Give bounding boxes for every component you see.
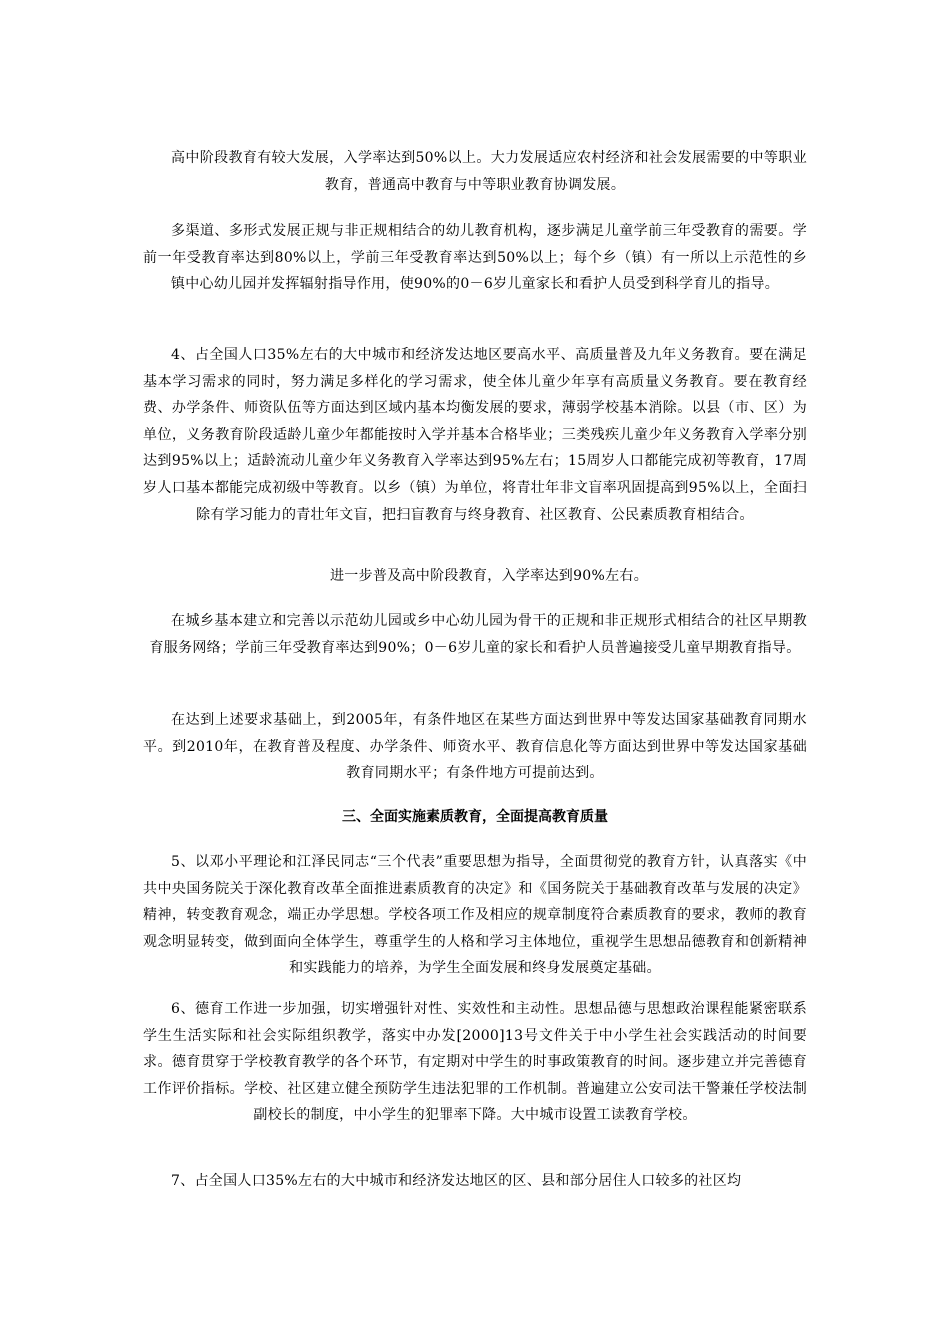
paragraph-compulsory-education: 4、占全国人口35%左右的大中城市和经济发达地区要高水平、高质量普及九年义务教育。要在满足基本学习需求的同时，努力满足多样化的学习需求，使全体儿童少年享有高质量义务教育。要在教育经费、办学条件、师资队伍等方面达到区域内基本均衡发展的要求，薄弱学校基本消除。以县（市、区）为单位，义务教育阶段适龄儿童少年都能按时入学并基本合格毕业；三类残疾儿童少年义务教育入学率分别达到95%以上；适龄流动儿童少年义务教育入学率达到95%左右；15周岁人口都能完成初等教育，17周岁人口基本都能完成初级中等教育。以乡（镇）为单位，将青壮年非文盲率巩固提高到95%以上，全面扫除有学习能力的青壮年文盲，把扫盲教育与终身教育、社区教育、公民素质教育相结合。: [143, 347, 807, 523]
paragraph-high-school-development: 高中阶段教育有较大发展，入学率达到50%以上。大力发展适应农村经济和社会发展需要的中等职业教育，普通高中教育与中等职业教育协调发展。: [171, 150, 807, 193]
paragraph-preschool-education: 多渠道、多形式发展正规与非正规相结合的幼儿教育机构，逐步满足儿童学前三年受教育的需要。学前一年受教育率达到80%以上，学前三年受教育率达到50%以上；每个乡（镇）有一所以上示范性的乡镇中心幼儿园并发挥辐射指导作用，使90%的0－6岁儿童家长和看护人员受到科学育儿的指导。: [143, 223, 807, 293]
paragraph-early-education-network: 在城乡基本建立和完善以示范幼儿园或乡中心幼儿园为骨干的正规和非正规形式相结合的社区早期教育服务网络；学前三年受教育率达到90%；0－6岁儿童的家长和看护人员普遍接受儿童早期教育指导。: [149, 613, 807, 656]
section-heading: 三、全面实施素质教育，全面提高教育质量: [342, 809, 608, 825]
paragraph-urban-districts-7: 7、占全国人口35%左右的大中城市和经济发达地区的区、县和部分居住人口较多的社区均: [171, 1173, 742, 1189]
paragraph-high-school-enrollment: 进一步普及高中阶段教育，入学率达到90%左右。: [329, 568, 649, 584]
paragraph-quality-education-5: 5、以邓小平理论和江泽民同志“三个代表”重要思想为指导，全面贯彻党的教育方针，认真落实《中共中央国务院关于深化教育改革全面推进素质教育的决定》和《国务院关于基础教育改革与发展的决定》精神，转变教育观念，端正办学思想。学校各项工作及相应的规章制度符合素质教育的要求，教师的教育观念明显转变，做到面向全体学生，尊重学生的人格和学习主体地位，重视学生思想品德教育和创新精神和实践能力的培养，为学生全面发展和终身发展奠定基础。: [143, 854, 807, 977]
paragraph-moral-education-6: 6、德育工作进一步加强，切实增强针对性、实效性和主动性。思想品德与思想政治课程能紧密联系学生生活实际和社会实际组织教学，落实中办发[2000]13号文件关于中小学生社会实践活动的时间要求。德育贯穿于学校教育教学的各个环节，有定期对中学生的时事政策教育的时间。逐步建立并完善德育工作评价指标。学校、社区建立健全预防学生违法犯罪的工作机制。普遍建立公安司法干警兼任学校法制副校长的制度，中小学生的犯罪率下降。大中城市设置工读教育学校。: [143, 1001, 807, 1124]
paragraph-2005-2010-targets: 在达到上述要求基础上，到2005年，有条件地区在某些方面达到世界中等发达国家基础教育同期水平。到2010年，在教育普及程度、办学条件、师资水平、教育信息化等方面达到世界中等发达国家基础教育同期水平；有条件地方可提前达到。: [143, 712, 807, 782]
